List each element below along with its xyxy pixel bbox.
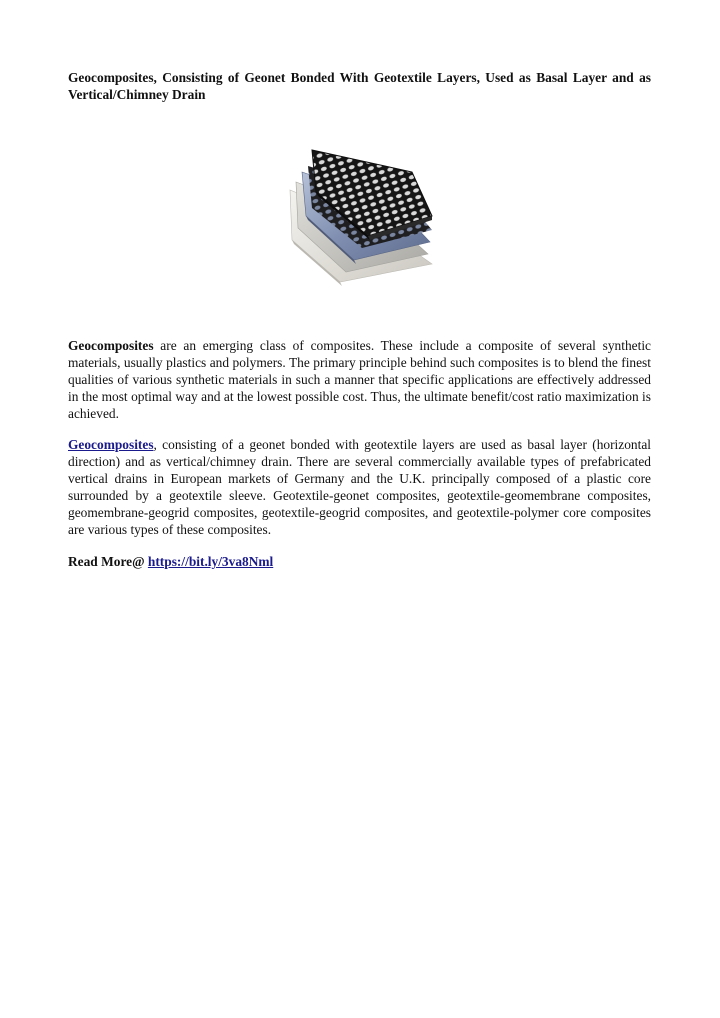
geocomposites-link[interactable]: Geocomposites [68, 437, 154, 452]
document-title: Geocomposites, Consisting of Geonet Bonded With Geotextile Layers, Used as Basal Layer and as Vertical/Chimney Drain [68, 70, 651, 102]
intro-paragraph-text: are an emerging class of composites. These include a composite of several synthetic materials, usually plastics and polymers. The primary principle behind such composites is to blend the finest qualities of various synthetic materials in such a manner that specific applications are effectively addressed in the most optimal way and at the lowest possible cost. Thus, the ultimate benefit/cost ratio maximization is achieved. [68, 338, 651, 421]
details-paragraph [68, 436, 651, 538]
details-paragraph-text: , consisting of a geonet bonded with geotextile layers are used as basal layer (horizontal direction) and as vertical/chimney drain. There are several commercially available types of prefabricated vertical drains in European markets of Germany and the U.K. principally composed of a plastic core surrounded by a geotextile sleeve. Geotextile-geonet composites, geotextile-geomembrane composites, geomembrane-geogrid composites, geotextile-geogrid composites, and geotextile-polymer core composites are various types of these composites. [68, 437, 651, 537]
geocomposite-layers-image [282, 142, 438, 288]
read-more-line [68, 553, 651, 570]
intro-lead-term: Geocomposites [68, 338, 154, 353]
intro-paragraph [68, 337, 651, 422]
read-more-label: Read More@ [68, 554, 148, 569]
read-more-link[interactable]: https://bit.ly/3va8Nml [147, 554, 274, 569]
